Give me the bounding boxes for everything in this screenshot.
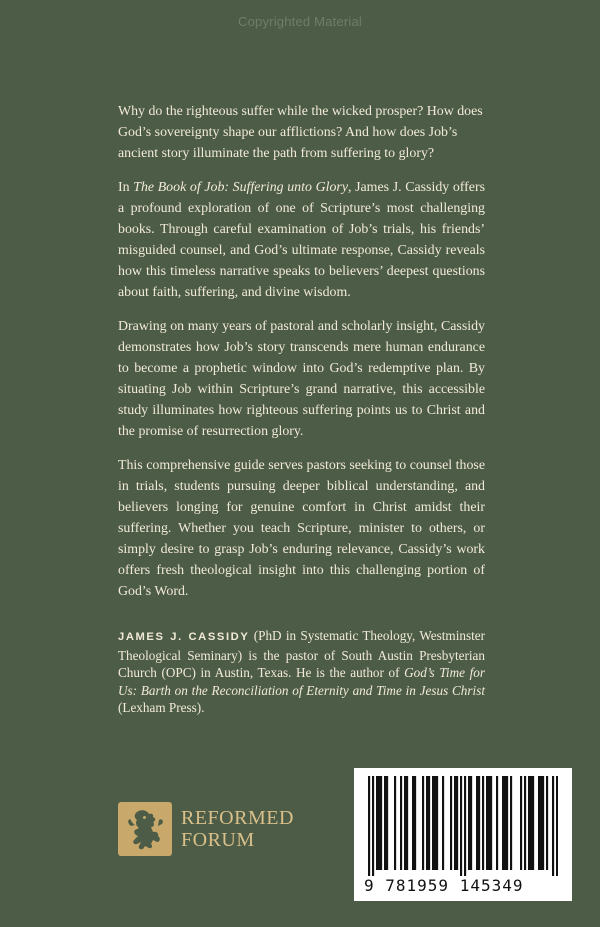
barcode-bar — [460, 776, 462, 876]
barcode-bar — [532, 776, 534, 870]
publisher-name — [181, 807, 294, 851]
author-previous-book-title: God’s Time for Us: Barth on the Reconciliation of Eternity and Time in Jesus Christ — [118, 665, 485, 698]
barcode-bar — [490, 776, 492, 870]
publisher-name-line-2: FORUM — [181, 829, 255, 851]
barcode-bar — [400, 776, 402, 870]
barcode-bar — [482, 776, 484, 870]
barcode-bar — [528, 776, 530, 870]
isbn-number: 9 781959 145349 — [364, 876, 524, 895]
barcode-bar — [450, 776, 452, 870]
barcode-bar — [406, 776, 408, 870]
barcode-bar — [506, 776, 508, 870]
barcode-bar — [436, 776, 438, 870]
barcode-bar — [468, 776, 470, 870]
barcode-bar — [442, 776, 444, 870]
barcode-bar — [384, 776, 386, 870]
barcode-bar — [394, 776, 396, 870]
barcode-bar — [386, 776, 388, 870]
barcode-bar — [552, 776, 554, 876]
barcode-bar — [470, 776, 472, 870]
barcode-bar — [530, 776, 532, 870]
blurb-paragraph-4: This comprehensive guide serves pastors seeking to counsel those in trials, students pursuing deeper biblical understanding, and believers longing for genuine comfort in Christ amidst their suffering. Whether you teach Scripture, minister to others, or simply desire to grasp Job’s enduring relevance, Cassidy’s work offers fresh theological insight into this challenging portion of God’s Word. — [118, 458, 485, 599]
author-bio-text: (PhD in Systematic Theology, Westminster Theological Seminary) is the pastor of South Austin Presbyterian Church (OPC) in Austin, Texas. He is the author of — [118, 628, 485, 680]
barcode-bar — [368, 776, 370, 876]
barcode-bar — [464, 776, 466, 876]
barcode-bar — [538, 776, 540, 870]
barcode-bar — [380, 776, 382, 870]
blurb-paragraph-3: Drawing on many years of pastoral and scholarly insight, Cassidy demonstrates how Job’s story transcends mere human endurance to become a prophetic window into God’s redemptive plan. By situating Job within Scripture’s grand narrative, this accessible study illuminates how righteous suffering points us to Christ and the promise of resurrection glory. — [118, 319, 485, 439]
barcode-bar — [524, 776, 526, 870]
barcode-bar — [376, 776, 378, 870]
barcode-bar — [542, 776, 544, 870]
barcode-bar — [428, 776, 430, 870]
blurb-paragraph-1: Why do the righteous suffer while the wicked prosper? How does God’s sovereignty shape our afflictions? And how does Job’s ancient story illuminate the path from suffering to glory? — [118, 104, 483, 161]
barcode-bar — [504, 776, 506, 870]
barcode-bar — [540, 776, 542, 870]
barcode-bar — [476, 776, 478, 870]
barcode-bar — [426, 776, 428, 870]
barcode-bar — [378, 776, 380, 870]
isbn-barcode — [354, 768, 572, 901]
barcode-bar — [502, 776, 504, 870]
back-cover-blurb — [118, 101, 485, 730]
barcode-bar — [456, 776, 458, 870]
lion-rampant-icon — [118, 802, 172, 856]
barcode-bar — [454, 776, 456, 870]
author-name: JAMES J. CASSIDY — [118, 631, 250, 643]
blurb-paragraph-2-intro: In — [118, 180, 134, 195]
barcode-bar — [546, 776, 548, 870]
blurb-paragraph-2-rest: , James J. Cassidy offers a profound exploration of one of Scripture’s most challenging books. Through careful examination of Job’s trials, his friends’ misguided counsel, and God’s ultimate response, Cassidy reveals how this timeless narrative speaks to believers’ deepest questions about faith, suffering, and divine wisdom. — [118, 180, 485, 300]
barcode-bar — [412, 776, 414, 870]
barcode-bar — [434, 776, 436, 870]
author-bio-end: (Lexham Press). — [118, 700, 205, 715]
barcode-bar — [556, 776, 558, 876]
barcode-bar — [486, 776, 488, 870]
barcode-bar — [414, 776, 416, 870]
barcode-bar — [496, 776, 498, 870]
author-bio — [118, 627, 485, 717]
book-title: The Book of Job: Suffering unto Glory — [133, 180, 348, 195]
publisher-logo — [118, 802, 294, 856]
barcode-bar — [478, 776, 480, 870]
publisher-name-line-1: REFORMED — [181, 807, 294, 829]
barcode-bar — [510, 776, 512, 870]
barcode-bars — [368, 776, 558, 876]
barcode-bar — [488, 776, 490, 870]
barcode-bar — [520, 776, 522, 870]
barcode-bar — [372, 776, 374, 876]
barcode-bar — [422, 776, 424, 870]
copyright-watermark: Copyrighted Material — [238, 14, 362, 29]
barcode-bar — [404, 776, 406, 870]
blurb-paragraph-2 — [118, 177, 485, 303]
barcode-bar — [432, 776, 434, 870]
